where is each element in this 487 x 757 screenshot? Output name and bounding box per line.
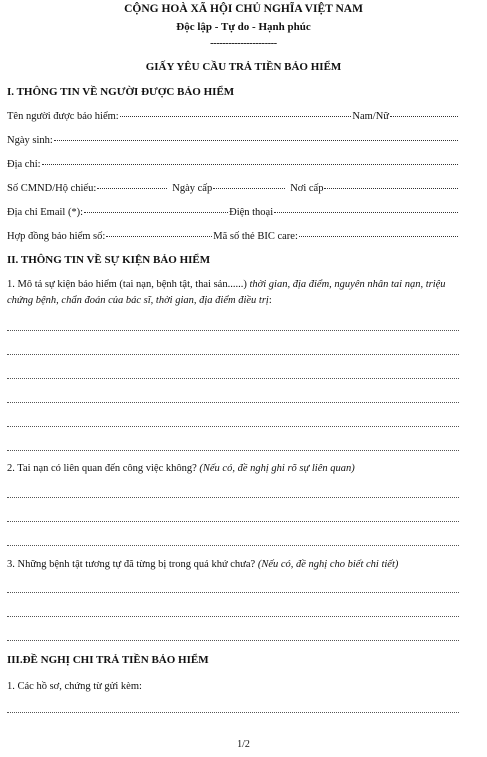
id-label: Số CMND/Hộ chiếu: xyxy=(7,183,97,194)
section-2-heading: II. THÔNG TIN VỀ SỰ KIỆN BẢO HIỂM xyxy=(7,254,211,266)
section-1-heading: I. THÔNG TIN VỀ NGƯỜI ĐƯỢC BẢO HIỂM xyxy=(7,86,235,98)
contract-field[interactable] xyxy=(106,236,212,237)
phone-field[interactable] xyxy=(274,212,458,213)
national-title: CỘNG HOÀ XÃ HỘI CHỦ NGHĨA VIỆT NAM xyxy=(124,3,363,15)
answer-1-line-6[interactable] xyxy=(7,450,459,451)
insured-name-row xyxy=(7,111,459,122)
question-1-colon: : xyxy=(268,295,272,306)
phone-label: Điện thoại xyxy=(229,207,274,218)
dob-field[interactable] xyxy=(54,140,458,141)
question-3-text: 3. Những bệnh tật tương tự đã từng bị trong quá khứ chưa? xyxy=(7,559,256,570)
answer-1-line-1[interactable] xyxy=(7,330,459,331)
email-field[interactable] xyxy=(84,212,228,213)
page-number: 1/2 xyxy=(237,739,250,750)
bic-card-field[interactable] xyxy=(299,236,458,237)
section-3-heading: III.ĐỀ NGHỊ CHI TRẢ TIỀN BẢO HIỂM xyxy=(7,654,209,666)
question-1-hint: thời gian, địa điểm, nguyên nhân tai nạn, triệu chứng bệnh, chẩn đoán của bác sĩ, thời gian, địa điểm điều trị xyxy=(7,279,446,306)
answer-3-line-3[interactable] xyxy=(7,640,459,641)
form-title: GIẤY YÊU CẦU TRẢ TIỀN BẢO HIỂM xyxy=(145,61,342,73)
contact-row xyxy=(7,207,459,218)
issue-place-label: Nơi cấp xyxy=(290,183,324,194)
address-field[interactable] xyxy=(42,164,458,165)
contract-row xyxy=(7,231,459,242)
issue-place-field[interactable] xyxy=(324,188,458,189)
answer-1-line-2[interactable] xyxy=(7,354,459,355)
insured-name-label: Tên người được bảo hiểm: xyxy=(7,111,119,122)
id-row xyxy=(7,183,459,194)
question-1-text: 1. Mô tả sự kiện bảo hiểm (tai nạn, bệnh tật, thai sản......) xyxy=(7,279,247,290)
header-divider: ---------------------- xyxy=(210,38,277,49)
gender-field[interactable] xyxy=(390,116,458,117)
issue-date-field[interactable] xyxy=(213,188,285,189)
bic-card-label: Mã số thẻ BIC care: xyxy=(213,231,298,242)
issue-date-label: Ngày cấp xyxy=(172,183,213,194)
answer-2-line-1[interactable] xyxy=(7,497,459,498)
answer-1-line-5[interactable] xyxy=(7,426,459,427)
answer-3-line-1[interactable] xyxy=(7,592,459,593)
id-field[interactable] xyxy=(97,188,167,189)
question-2 xyxy=(7,461,462,477)
answer-1-line-3[interactable] xyxy=(7,378,459,379)
dob-row xyxy=(7,135,459,146)
email-label: Địa chỉ Email (*): xyxy=(7,207,84,218)
dob-label: Ngày sinh: xyxy=(7,135,53,146)
answer-3-line-2[interactable] xyxy=(7,616,459,617)
question-3-hint: (Nếu có, đề nghị cho biết chi tiết) xyxy=(257,559,399,570)
answer-2-line-3[interactable] xyxy=(7,545,459,546)
question-1 xyxy=(7,277,462,309)
documents-line-1[interactable] xyxy=(7,712,459,713)
question-3 xyxy=(7,557,462,573)
national-motto: Độc lập - Tự do - Hạnh phúc xyxy=(176,21,311,33)
gender-label: Nam/Nữ xyxy=(352,111,389,122)
documents-label: 1. Các hồ sơ, chứng từ gửi kèm: xyxy=(7,681,142,692)
contract-label: Hợp đồng bảo hiểm số: xyxy=(7,231,106,242)
address-row xyxy=(7,159,459,170)
answer-2-line-2[interactable] xyxy=(7,521,459,522)
insured-name-field[interactable] xyxy=(120,116,352,117)
question-2-hint: (Nếu có, đề nghị ghi rõ sự liên quan) xyxy=(199,463,355,474)
answer-1-line-4[interactable] xyxy=(7,402,459,403)
address-label: Địa chỉ: xyxy=(7,159,41,170)
question-2-text: 2. Tai nạn có liên quan đến công việc không? xyxy=(7,463,197,474)
